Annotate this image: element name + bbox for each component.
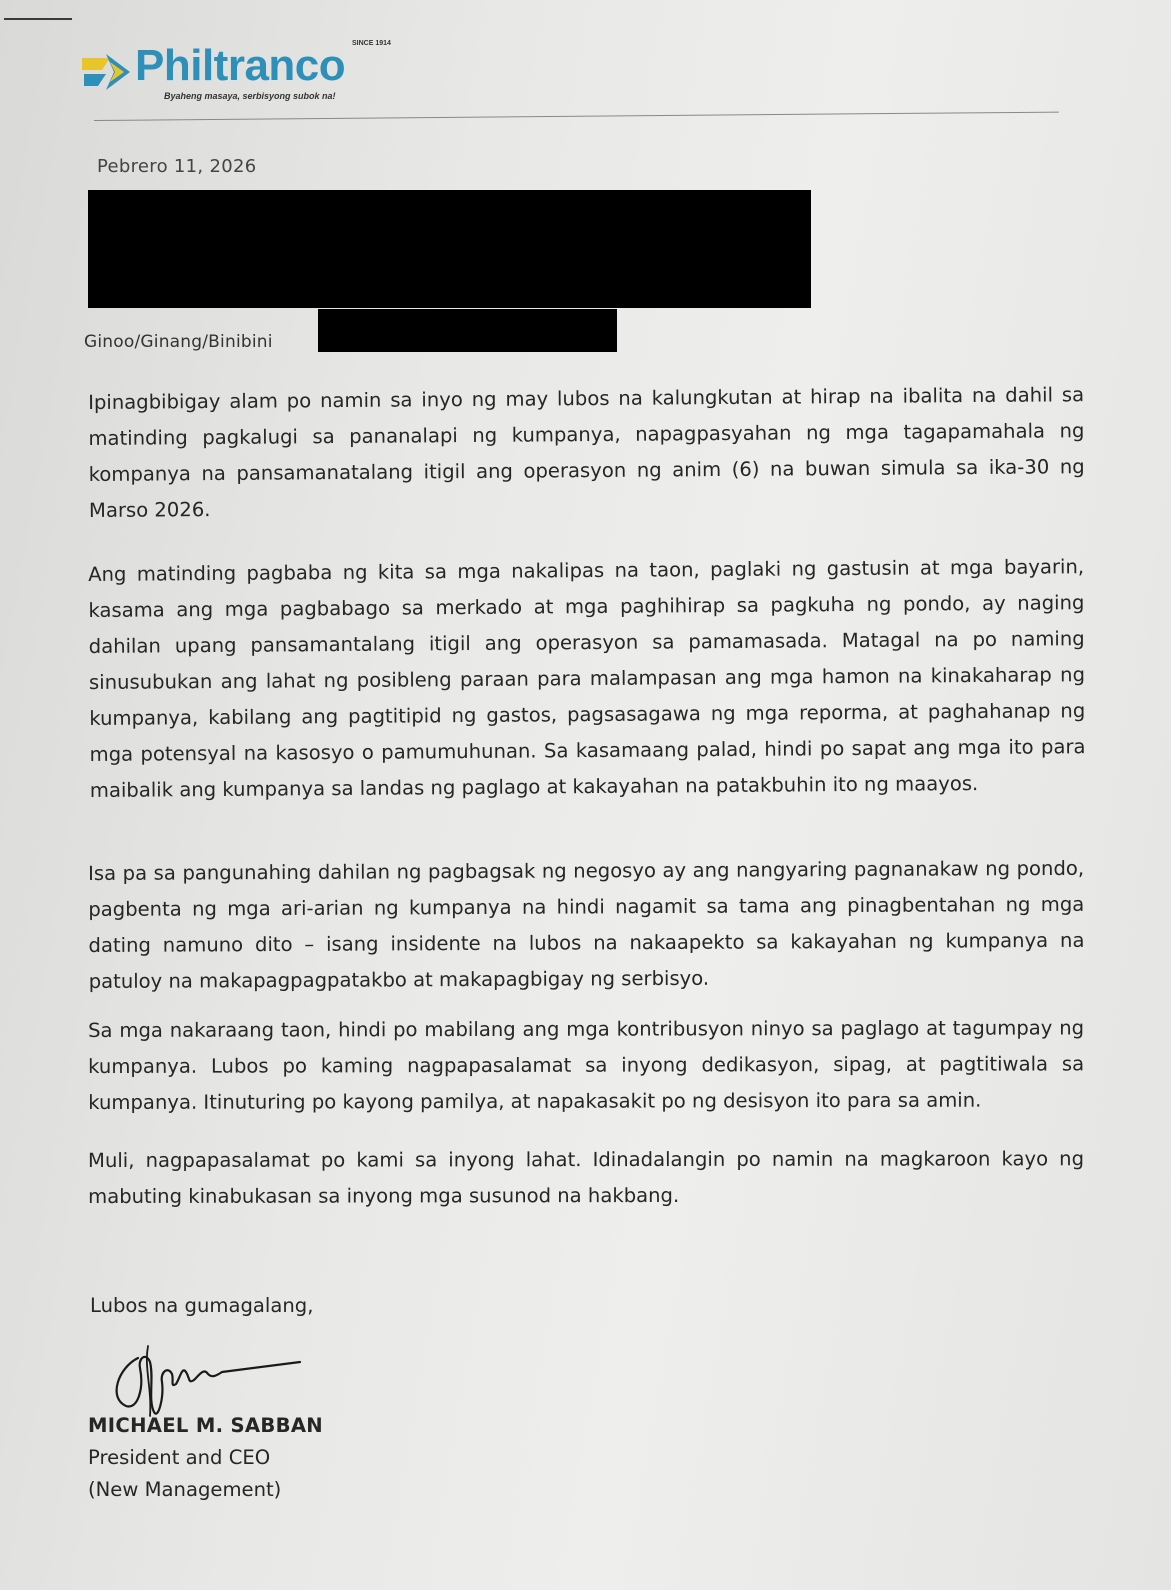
philtranco-logo-icon <box>80 50 132 94</box>
signer-title: President and CEO <box>88 1446 271 1469</box>
letter-date: Pebrero 11, 2026 <box>97 156 257 177</box>
body-paragraph: Muli, nagpapasalamat po kami sa inyong lahat. Idinadalangin po namin na magkaroon kayo ng mabuting kinabukasan sa inyong mga susunod na hakbang. <box>88 1147 1085 1208</box>
redacted-recipient-name <box>318 309 617 352</box>
signer-note: (New Management) <box>88 1478 282 1501</box>
closing-line: Lubos na gumagalang, <box>90 1294 314 1317</box>
header-divider <box>94 112 1059 121</box>
body-paragraph: Ipinagbibigay alam po namin sa inyo ng may lubos na kalungkutan at hirap na ibalita na dahil sa matinding pagkalugi sa pananalapi ng kumpanya, napagpasyahan ng mga tagapamahala ng kompanya na pansamanatalang itigil ang operasyon ng anim (6) na buwan simula sa ika-30 ng Marso 2026. <box>88 383 1085 522</box>
company-name: Philtranco <box>135 41 346 90</box>
redacted-address-block <box>88 190 811 308</box>
salutation: Ginoo/Ginang/Binibini <box>84 332 273 352</box>
body-paragraph: Isa pa sa pangunahing dahilan ng pagbagsak ng negosyo ay ang nangyaring pagnanakaw ng pondo, pagbenta ng mga ari-arian ng kumpanya na hindi nagamit sa tama ang pinagbentahan ng mga dating namuno dito – isang insidente na lubos na nakaapekto sa kakayahan ng kumpanya na patuloy na makapagpagpatakbo at makapagbigay ng serbisyo. <box>88 856 1085 993</box>
body-paragraph: Ang matinding pagbaba ng kita sa mga nakalipas na taon, paglaki ng gastusin at mga bayarin, kasama ang mga pagbabago sa merkado at mga paghihirap sa pagkuha ng pondo, ay naging dahilan upang pansamantalang itigil ang operasyon sa pamamasada. Matagal na po naming sinusubukan ang lahat ng posibleng paraan para malampasan ang mga hamon na kinakaharap ng kumpanya, kabilang ang pagtitipid ng gastos, pagsasagawa ng mga reporma, at paghahanap ng mga potensyal na kasosyo o pamumuhunan. Sa kasamaang palad, hindi po sapat ang mga ito para maibalik ang kumpanya sa landas ng paglago at kakayahan na patakbuhin ito ng maayos. <box>88 555 1086 802</box>
company-since: SINCE 1914 <box>352 40 391 47</box>
corner-mark <box>4 18 72 20</box>
company-tagline: Byaheng masaya, serbisyong subok na! <box>164 91 336 101</box>
signer-name: MICHAEL M. SABBAN <box>88 1414 323 1437</box>
body-paragraph: Sa mga nakaraang taon, hindi po mabilang ang mga kontribusyon ninyo sa paglago at tagumpay ng kumpanya. Lubos po kaming nagpapasalamat sa inyong dedikasyon, sipag, at pagtitiwala sa kumpanya. Itinuturing po kayong pamilya, at napakasakit po ng desisyon ito para sa amin. <box>88 1016 1085 1114</box>
letterhead-logo <box>80 36 410 106</box>
